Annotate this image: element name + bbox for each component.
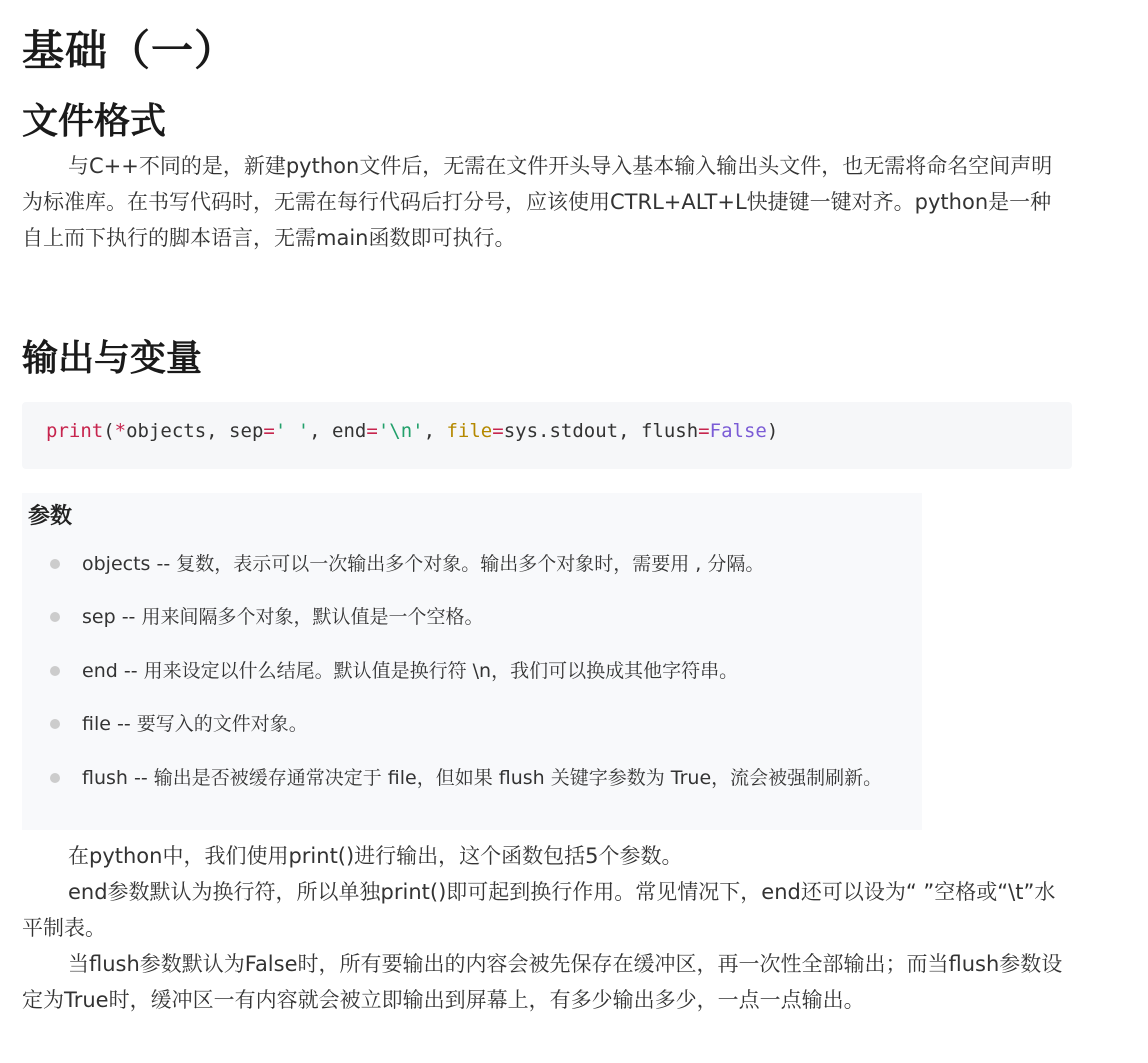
param-text: file -- 要写入的文件对象。 (82, 713, 308, 735)
parameters-title: 参数 (28, 504, 73, 529)
code-token-function: print (46, 420, 104, 442)
code-token: = (366, 420, 378, 442)
param-text: sep -- 用来间隔多个对象，默认值是一个空格。 (82, 606, 484, 628)
code-token: * (114, 420, 127, 442)
code-token-string: ' ' (274, 420, 310, 442)
bullet-icon (50, 666, 60, 676)
code-token: ( (103, 420, 115, 442)
paragraph-end-param: end参数默认为换行符，所以单独print()即可起到换行作用。常见情况下，end还可以设为“ ”空格或“\t”水平制表。 (22, 880, 1056, 940)
param-text: objects -- 复数，表示可以一次输出多个对象。输出多个对象时，需要用 , 分隔。 (82, 553, 765, 575)
code-token: ) (766, 420, 779, 442)
paragraph-flush-param: 当flush参数默认为False时，所有要输出的内容会被先保存在缓冲区，再一次性全部输出；而当flush参数设定为True时，缓冲区一有内容就会被立即输出到屏幕上，有多少输出多少，一点一点输出。 (22, 952, 1063, 1012)
code-token-builtin: file (446, 420, 493, 442)
code-line (46, 420, 778, 442)
bullet-icon (50, 559, 60, 569)
code-token-string: '\n' (377, 420, 424, 442)
section-heading-file-format: 文件格式 (22, 101, 167, 142)
page-title: 基础（一） (22, 26, 238, 75)
code-token: = (263, 420, 275, 442)
code-token-constant: False (709, 420, 767, 442)
section-heading-output-variables: 输出与变量 (22, 338, 203, 379)
paragraph-file-format: 与C++不同的是，新建python文件后，无需在文件开头导入基本输入输出头文件，也无需将命名空间声明为标准库。在书写代码时，无需在每行代码后打分号，应该使用CTRL+ALT+L快捷键一键对齐。python是一种自上而下执行的脚本语言，无需main函数即可执行。 (22, 154, 1053, 250)
code-token: objects, sep (126, 420, 264, 442)
bullet-icon (50, 612, 60, 622)
parameters-box (22, 493, 922, 830)
code-token: = (492, 420, 504, 442)
code-token: , end (309, 420, 367, 442)
code-token: = (698, 420, 710, 442)
code-block (22, 402, 1072, 469)
bullet-icon (50, 773, 60, 783)
code-token: sys.stdout, flush (503, 420, 699, 442)
param-text: flush -- 输出是否被缓存通常决定于 file，但如果 flush 关键字参数为 True，流会被强制刷新。 (82, 767, 883, 789)
code-token: , (423, 420, 447, 442)
param-text: end -- 用来设定以什么结尾。默认值是换行符 \n，我们可以换成其他字符串。 (82, 660, 739, 682)
bullet-icon (50, 719, 60, 729)
paragraph-print-intro: 在python中，我们使用print()进行输出，这个函数包括5个参数。 (68, 844, 683, 868)
